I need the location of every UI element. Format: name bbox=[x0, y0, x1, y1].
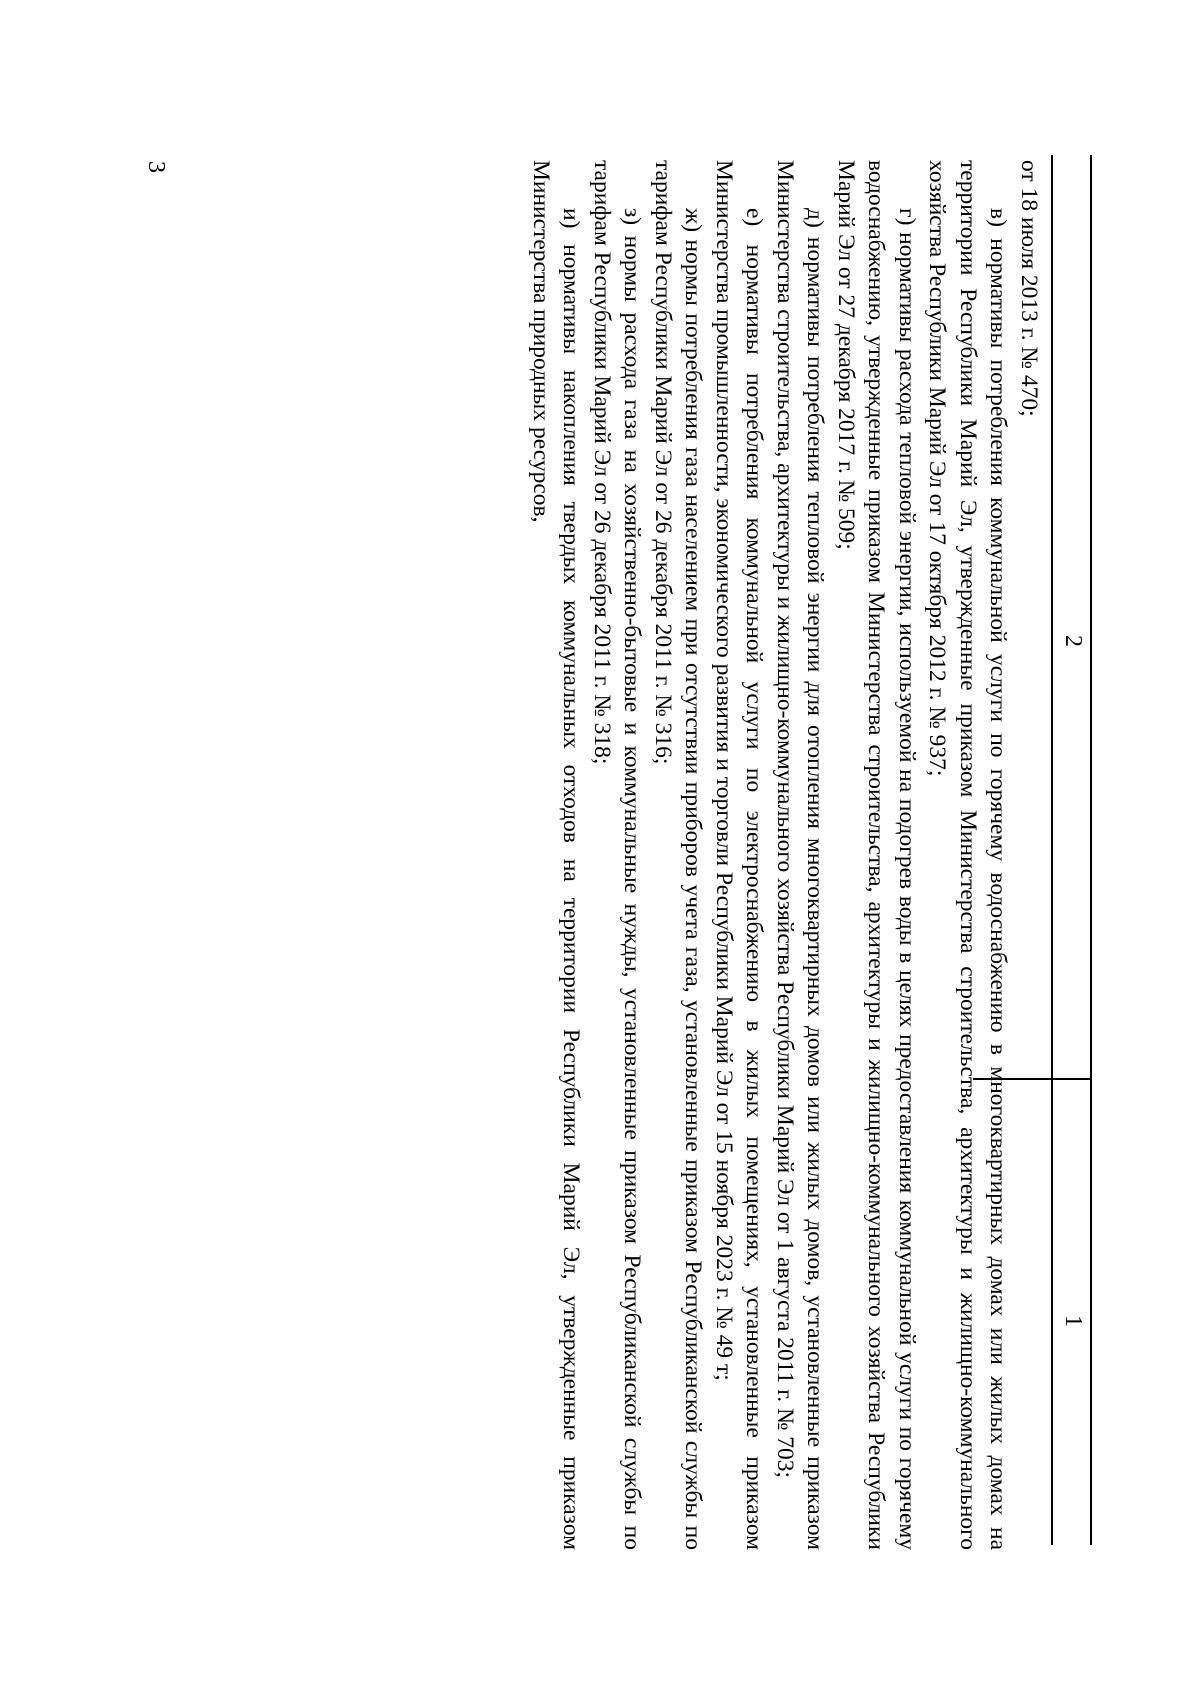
paragraph: ж) нормы потребления газа населением при отсутствии приборов учета газа, установленные приказом Республиканской службы по тарифам Республики Марий Эл от 26 декабря 2011 г. № 316; bbox=[650, 160, 707, 1550]
paragraph: д) нормативы потребления тепловой энергии для отопления многоквартирных домов или жилых домов, установленные приказом Министерства строительства, архитектуры и жилищно-коммунального хозяйства Республики Марий Эл от 1 августа 2011 г. № 703; bbox=[772, 160, 829, 1550]
table-header-rule bbox=[1051, 155, 1053, 1545]
column-2-text bbox=[526, 160, 1045, 1550]
page-number: 3 bbox=[143, 161, 169, 173]
table-top-rule bbox=[1090, 155, 1092, 1545]
column-header-2: 2 bbox=[1060, 635, 1086, 647]
column-divider bbox=[1051, 1078, 1092, 1080]
paragraph: е) нормативы потребления коммунальной услуги по электроснабжению в жилых помещениях, установленные приказом Министерства промышленности, экономического развития и торговли Республики Марий Эл от 15 ноября 2023 г. № 49 т; bbox=[711, 160, 768, 1550]
paragraph: от 18 июля 2013 г. № 470; bbox=[1016, 160, 1042, 417]
paragraph: з) нормы расхода газа на хозяйственно-бытовые и коммунальные нужды, установленные приказом Республиканской службы по тарифам Республики Марий Эл от 26 декабря 2011 г. № 318; bbox=[589, 160, 646, 1550]
paragraph: в) нормативы потребления коммунальной услуги по горячему водоснабжению в многоквартирных домах или жилых домах на территории Республики Марий Эл, утвержденные приказом Министерства строительства, архитектуры и жилищно-коммунального хозяйства Республики Марий Эл от 17 октября 2012 г. № 937; bbox=[924, 160, 1012, 1550]
paragraph: г) нормативы расхода тепловой энергии, используемой на подогрев воды в целях предоставления коммунальной услуги по горячему водоснабжению, утвержденные приказом Министерства строительства, архитектуры и жилищно-коммунального хозяйства Республики Марий Эл от 27 декабря 2017 г. № 509; bbox=[833, 160, 920, 1550]
column-header-1: 1 bbox=[1060, 1315, 1086, 1327]
paragraph: и) нормативы накопления твердых коммунальных отходов на территории Республики Марий Эл, утвержденные приказом Министерства природных ресурсов, bbox=[528, 160, 585, 1550]
